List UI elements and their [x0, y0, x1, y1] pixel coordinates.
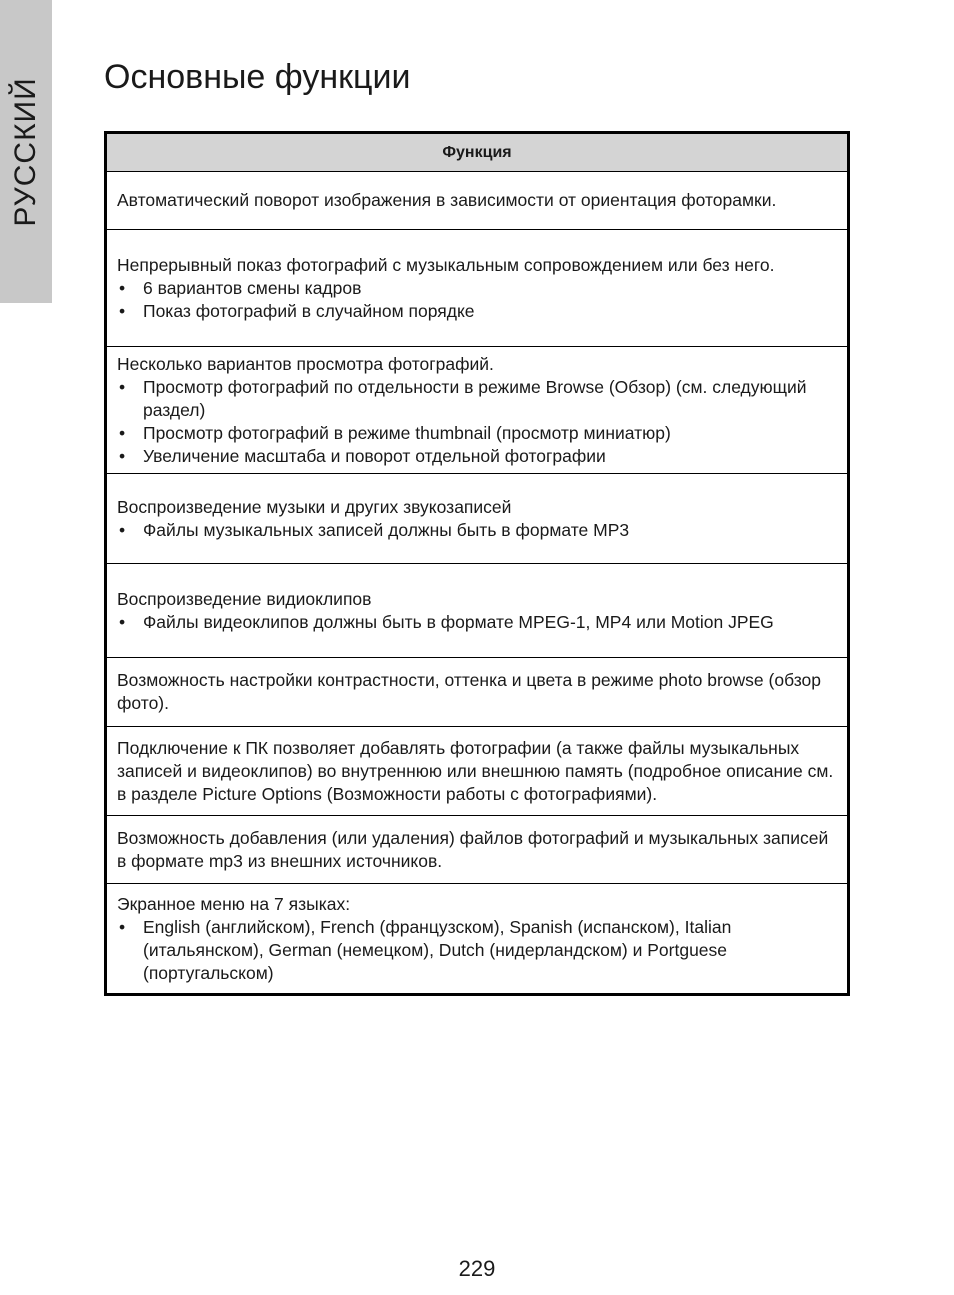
row-text: Автоматический поворот изображения в зависимости от ориентация фоторамки.: [117, 190, 777, 210]
bullet-item: • 6 вариантов смены кадров: [117, 277, 835, 300]
page-title: Основные функции: [104, 58, 411, 96]
table-row: [107, 884, 847, 993]
feature-table: [104, 131, 850, 996]
table-row: [107, 658, 847, 727]
bullet-item: • Просмотр фотографий в режиме thumbnail (просмотр миниатюр): [117, 422, 835, 445]
row-text: Воспроизведение музыки и других звукозаписей: [117, 496, 512, 517]
row-text: Подключение к ПК позволяет добавлять фотографии (а также файлы музыкальных записей и видеоклипов) во внутреннюю или внешнюю память (подробное описание см. в разделе Picture Options (Возможности работы с фотографиями).: [117, 737, 834, 804]
bullet-item: • Файлы музыкальных записей должны быть в формате MP3: [117, 519, 835, 542]
bullet-item: • Файлы видеоклипов должны быть в формате MPEG-1, MP4 или Motion JPEG: [117, 611, 835, 634]
bullet-list: [117, 611, 835, 634]
language-side-tab: [0, 0, 52, 303]
table-header: Функция: [107, 134, 847, 172]
bullet-item: • English (английском), French (французском), Spanish (испанском), Italian (итальянском), German (немецком), Dutch (нидерландском) и Portguese (португальском): [117, 916, 835, 985]
row-text: Экранное меню на 7 языках:: [117, 893, 351, 914]
bullet-item: • Увеличение масштаба и поворот отдельной фотографии: [117, 445, 835, 468]
row-text: Несколько вариантов просмотра фотографий.: [117, 353, 494, 374]
row-text: Возможность добавления (или удаления) файлов фотографий и музыкальных записей в формате mp3 из внешних источников.: [117, 827, 829, 871]
table-row: [107, 816, 847, 884]
language-tab-label: РУССКИЙ: [9, 77, 42, 227]
table-row: [107, 727, 847, 816]
table-row: [107, 564, 847, 658]
row-text: Воспроизведение видиоклипов: [117, 588, 372, 609]
row-text: Возможность настройки контрастности, оттенка и цвета в режиме photo browse (обзор фото).: [117, 670, 821, 713]
bullet-list: [117, 916, 835, 985]
bullet-list: [117, 376, 835, 468]
table-row: [107, 172, 847, 230]
table-row: [107, 474, 847, 564]
bullet-item: • Просмотр фотографий по отдельности в режиме Browse (Обзор) (см. следующий раздел): [117, 376, 835, 422]
bullet-list: [117, 277, 835, 323]
row-text: Непрерывный показ фотографий с музыкальным сопровождением или без него.: [117, 254, 775, 275]
page-number: 229: [458, 1256, 496, 1281]
table-row: [107, 347, 847, 474]
bullet-item: • Показ фотографий в случайном порядке: [117, 300, 835, 323]
bullet-list: [117, 519, 835, 542]
table-row: [107, 230, 847, 347]
